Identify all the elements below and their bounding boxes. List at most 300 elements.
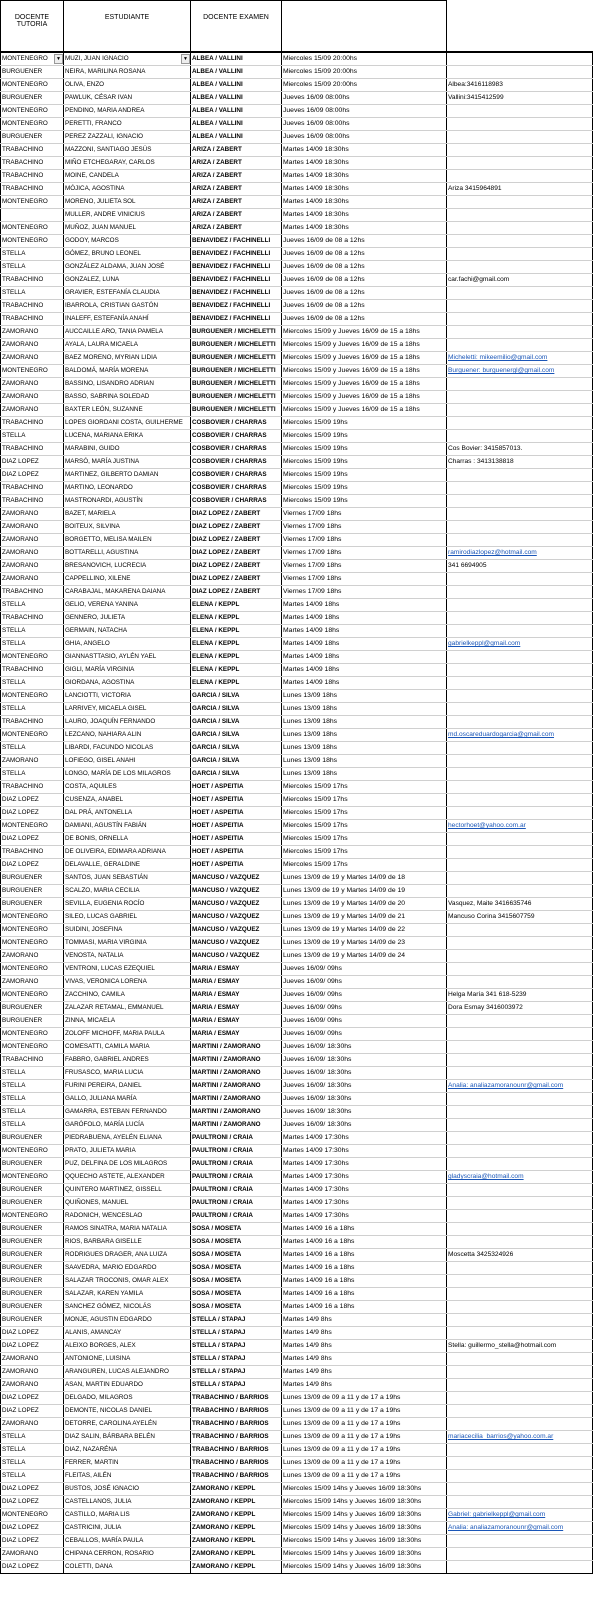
examiner-cell[interactable]: PAULTRONI / CRAIA [191, 1171, 282, 1184]
exam-date-cell[interactable]: Lunes 13/09 18hs [282, 742, 447, 755]
contact-cell[interactable] [447, 222, 593, 235]
examiner-cell[interactable]: COSBOVIER / CHARRAS [191, 430, 282, 443]
tutor-cell[interactable]: TRABACHINO [1, 274, 64, 287]
exam-date-cell[interactable]: Miercoles 15/09 17hs [282, 859, 447, 872]
exam-date-cell[interactable]: Lunes 13/09 de 09 a 11 y de 17 a 19hs [282, 1457, 447, 1470]
tutor-cell[interactable] [1, 209, 64, 222]
exam-date-cell[interactable]: Martes 14/09 18hs [282, 651, 447, 664]
exam-date-cell[interactable]: Martes 14/09 16 a 18hs [282, 1236, 447, 1249]
tutor-cell[interactable]: DIAZ LOPEZ [1, 1496, 64, 1509]
exam-date-cell[interactable]: Martes 14/09 17:30hs [282, 1184, 447, 1197]
contact-cell[interactable] [447, 248, 593, 261]
examiner-cell[interactable]: GARCIA / SILVA [191, 690, 282, 703]
student-cell[interactable]: IBARROLA, CRISTIAN GASTÓN [64, 300, 191, 313]
contact-cell[interactable]: ramirodiazlopez@hotmail.com [447, 547, 593, 560]
student-cell[interactable]: SANTOS, JUAN SEBASTIÁN [64, 872, 191, 885]
contact-cell[interactable] [447, 404, 593, 417]
student-cell[interactable]: ANTONIONE, LUISINA [64, 1353, 191, 1366]
student-cell[interactable]: DE BONIS, ORNELLA [64, 833, 191, 846]
tutor-cell[interactable]: BURGUENER [1, 1314, 64, 1327]
exam-date-cell[interactable]: Jueves 16/09 08:00hs [282, 105, 447, 118]
tutor-cell[interactable]: ZAMORANO [1, 326, 64, 339]
exam-date-cell[interactable]: Miercoles 15/09 14hs y Jueves 16/09 18:30hs [282, 1548, 447, 1561]
student-cell[interactable]: BAEZ MORENO, MYRIAN LIDIA [64, 352, 191, 365]
exam-date-cell[interactable]: Viernes 17/09 18hs [282, 508, 447, 521]
contact-cell[interactable] [447, 625, 593, 638]
tutor-cell[interactable]: ZAMORANO [1, 755, 64, 768]
contact-cell[interactable]: Moscetta 3425324926 [447, 1249, 593, 1262]
examiner-cell[interactable]: ELENA / KEPPL [191, 599, 282, 612]
exam-date-cell[interactable]: Lunes 13/09 18hs [282, 729, 447, 742]
exam-date-cell[interactable]: Martes 14/09 18:30hs [282, 157, 447, 170]
contact-cell[interactable] [447, 170, 593, 183]
contact-cell[interactable] [447, 924, 593, 937]
examiner-cell[interactable]: COSBOVIER / CHARRAS [191, 495, 282, 508]
examiner-cell[interactable]: HOET / ASPEITIA [191, 820, 282, 833]
examiner-cell[interactable]: MARIA / ESMAY [191, 976, 282, 989]
contact-cell[interactable] [447, 196, 593, 209]
student-cell[interactable]: BRESANOVICH, LUCRECIA [64, 560, 191, 573]
exam-date-cell[interactable]: Miercoles 15/09 20:00hs [282, 79, 447, 92]
contact-cell[interactable] [447, 391, 593, 404]
contact-cell[interactable] [447, 144, 593, 157]
student-cell[interactable]: DIAZ, NAZARÉNA [64, 1444, 191, 1457]
tutor-cell[interactable]: TRABACHINO [1, 313, 64, 326]
tutor-cell[interactable]: MONTENEGRO [1, 118, 64, 131]
contact-cell[interactable]: Albea:3416118983 [447, 79, 593, 92]
tutor-cell[interactable]: ZAMORANO [1, 352, 64, 365]
examiner-cell[interactable]: PAULTRONI / CRAIA [191, 1145, 282, 1158]
exam-date-cell[interactable]: Martes 14/9 8hs [282, 1327, 447, 1340]
contact-cell[interactable] [447, 742, 593, 755]
student-cell[interactable]: LOFIEGO, GISEL ANAHI [64, 755, 191, 768]
examiner-cell[interactable]: MANCUSO / VAZQUEZ [191, 872, 282, 885]
exam-date-cell[interactable]: Miercoles 15/09 14hs y Jueves 16/09 18:30hs [282, 1509, 447, 1522]
student-cell[interactable]: GHIA, ANGELO [64, 638, 191, 651]
contact-cell[interactable] [447, 1314, 593, 1327]
student-cell[interactable]: DAL PRÁ, ANTONELLA [64, 807, 191, 820]
examiner-cell[interactable]: BENAVIDEZ / FACHINELLI [191, 287, 282, 300]
contact-cell[interactable] [447, 1535, 593, 1548]
contact-cell[interactable] [447, 1288, 593, 1301]
exam-date-cell[interactable]: Lunes 13/09 de 09 a 11 y de 17 a 19hs [282, 1444, 447, 1457]
student-cell[interactable]: MARSÓ, MARÍA JUSTINA [64, 456, 191, 469]
contact-cell[interactable] [447, 807, 593, 820]
contact-cell[interactable]: Burguener: burguenergl@gmail.com [447, 365, 593, 378]
contact-cell[interactable] [447, 612, 593, 625]
contact-cell[interactable] [447, 651, 593, 664]
exam-date-cell[interactable]: Martes 14/9 8hs [282, 1314, 447, 1327]
tutor-cell[interactable]: STELLA [1, 1431, 64, 1444]
exam-date-cell[interactable]: Martes 14/09 17:30hs [282, 1145, 447, 1158]
exam-date-cell[interactable]: Lunes 13/09 de 09 a 11 y de 17 a 19hs [282, 1392, 447, 1405]
tutor-cell[interactable]: STELLA [1, 1067, 64, 1080]
exam-date-cell[interactable]: Lunes 13/09 de 19 y Martes 14/09 de 23 [282, 937, 447, 950]
tutor-cell[interactable]: BURGUENER [1, 1184, 64, 1197]
exam-date-cell[interactable]: Martes 14/09 16 a 18hs [282, 1249, 447, 1262]
exam-date-cell[interactable]: Miercoles 15/09 14hs y Jueves 16/09 18:30hs [282, 1535, 447, 1548]
student-cell[interactable]: NEIRA, MARILINA ROSANA [64, 66, 191, 79]
examiner-cell[interactable]: ZAMORANO / KEPPL [191, 1535, 282, 1548]
contact-cell[interactable] [447, 768, 593, 781]
exam-date-cell[interactable]: Miercoles 15/09 19hs [282, 443, 447, 456]
exam-date-cell[interactable]: Lunes 13/09 de 19 y Martes 14/09 de 18 [282, 872, 447, 885]
tutor-cell[interactable]: DIAZ LOPEZ [1, 1405, 64, 1418]
exam-date-cell[interactable]: Lunes 13/09 de 19 y Martes 14/09 de 20 [282, 898, 447, 911]
tutor-cell[interactable]: DIAZ LOPEZ [1, 469, 64, 482]
examiner-cell[interactable]: ZAMORANO / KEPPL [191, 1522, 282, 1535]
student-cell[interactable]: FERRER, MARTIN [64, 1457, 191, 1470]
examiner-cell[interactable]: MANCUSO / VAZQUEZ [191, 911, 282, 924]
exam-date-cell[interactable]: Martes 14/09 16 a 18hs [282, 1223, 447, 1236]
student-cell[interactable]: MÓJICA, AGOSTINA [64, 183, 191, 196]
tutor-cell[interactable]: MONTENEGRO [1, 1171, 64, 1184]
tutor-cell[interactable]: STELLA [1, 430, 64, 443]
exam-date-cell[interactable]: Martes 14/09 16 a 18hs [282, 1262, 447, 1275]
exam-date-cell[interactable]: Miercoles 15/09 17hs [282, 781, 447, 794]
exam-date-cell[interactable]: Viernes 17/09 18hs [282, 560, 447, 573]
student-cell[interactable]: SILEO, LUCAS GABRIEL [64, 911, 191, 924]
exam-date-cell[interactable]: Lunes 13/09 de 09 a 11 y de 17 a 19hs [282, 1431, 447, 1444]
student-cell[interactable]: PUZ, DELFINA DE LOS MILAGROS [64, 1158, 191, 1171]
contact-cell[interactable] [447, 1353, 593, 1366]
examiner-cell[interactable]: ALBEA / VALLINI [191, 92, 282, 105]
examiner-cell[interactable]: ARIZA / ZABERT [191, 209, 282, 222]
contact-cell[interactable]: md.oscareduardogarcia@gmail.com [447, 729, 593, 742]
tutor-cell[interactable]: MONTENEGRO [1, 1145, 64, 1158]
student-cell[interactable]: ARANGUREN, LUCAS ALEJANDRO [64, 1366, 191, 1379]
examiner-cell[interactable]: BENAVIDEZ / FACHINELLI [191, 274, 282, 287]
student-cell[interactable]: INALEFF, ESTEFANÍA ANAHÍ [64, 313, 191, 326]
examiner-cell[interactable]: MARIA / ESMAY [191, 989, 282, 1002]
examiner-cell[interactable]: ALBEA / VALLINI [191, 105, 282, 118]
tutor-cell[interactable]: TRABACHINO [1, 183, 64, 196]
contact-cell[interactable]: Cos Bovier: 3415857013. [447, 443, 593, 456]
examiner-cell[interactable]: ELENA / KEPPL [191, 625, 282, 638]
examiner-cell[interactable]: MARTINI / ZAMORANO [191, 1106, 282, 1119]
examiner-cell[interactable]: PAULTRONI / CRAIA [191, 1210, 282, 1223]
student-cell[interactable]: RODRIGUES DRAGER, ANA LUIZA [64, 1249, 191, 1262]
student-cell[interactable]: CASTELLANOS, JULIA [64, 1496, 191, 1509]
examiner-cell[interactable]: HOET / ASPEITIA [191, 859, 282, 872]
student-cell[interactable]: PERETTI, FRANCO [64, 118, 191, 131]
tutor-cell[interactable]: STELLA [1, 599, 64, 612]
examiner-cell[interactable]: ALBEA / VALLINI [191, 52, 282, 66]
examiner-cell[interactable]: DIAZ LOPEZ / ZABERT [191, 534, 282, 547]
contact-cell[interactable]: gabrielkeppl@gmail.com [447, 638, 593, 651]
student-cell[interactable]: MUÑOZ, JUAN MANUEL [64, 222, 191, 235]
contact-cell[interactable] [447, 261, 593, 274]
student-cell[interactable]: BAZET, MARIELA [64, 508, 191, 521]
exam-date-cell[interactable]: Martes 14/9 8hs [282, 1379, 447, 1392]
examiner-cell[interactable]: DIAZ LOPEZ / ZABERT [191, 560, 282, 573]
exam-date-cell[interactable]: Jueves 16/09/ 09hs [282, 989, 447, 1002]
header-contact[interactable] [447, 1, 593, 53]
student-cell[interactable]: MUZI, JUAN IGNACIO ▼ [64, 52, 191, 66]
exam-date-cell[interactable]: Miercoles 15/09 20:00hs [282, 66, 447, 79]
student-cell[interactable]: CARABAJAL, MAKARENA DAIANA [64, 586, 191, 599]
student-cell[interactable]: FRUSASCO, MARIA LUCIA [64, 1067, 191, 1080]
student-cell[interactable]: MOINE, CANDELA [64, 170, 191, 183]
contact-cell[interactable] [447, 1379, 593, 1392]
examiner-cell[interactable]: MARTINI / ZAMORANO [191, 1067, 282, 1080]
contact-cell[interactable] [447, 1210, 593, 1223]
examiner-cell[interactable]: MARTINI / ZAMORANO [191, 1041, 282, 1054]
examiner-cell[interactable]: HOET / ASPEITIA [191, 794, 282, 807]
student-cell[interactable]: DELAVALLE, GERALDINE [64, 859, 191, 872]
tutor-cell[interactable]: STELLA [1, 625, 64, 638]
contact-cell[interactable] [447, 52, 593, 66]
contact-cell[interactable] [447, 976, 593, 989]
student-cell[interactable]: LOPES GIORDANI COSTA, GUILHERME [64, 417, 191, 430]
tutor-cell[interactable]: MONTENEGRO [1, 989, 64, 1002]
contact-cell[interactable]: Ariza 3415964891 [447, 183, 593, 196]
examiner-cell[interactable]: TRABACHINO / BARRIOS [191, 1392, 282, 1405]
examiner-cell[interactable]: GARCIA / SILVA [191, 716, 282, 729]
tutor-cell[interactable]: MONTENEGRO ▼ [1, 52, 64, 66]
exam-date-cell[interactable]: Lunes 13/09 de 19 y Martes 14/09 de 22 [282, 924, 447, 937]
exam-date-cell[interactable]: Martes 14/09 18hs [282, 599, 447, 612]
student-cell[interactable]: MULLER, ANDRE VINICIUS [64, 209, 191, 222]
examiner-cell[interactable]: BENAVIDEZ / FACHINELLI [191, 248, 282, 261]
examiner-cell[interactable]: ZAMORANO / KEPPL [191, 1483, 282, 1496]
contact-cell[interactable] [447, 1041, 593, 1054]
tutor-cell[interactable]: DIAZ LOPEZ [1, 1327, 64, 1340]
exam-date-cell[interactable]: Miercoles 15/09 17hs [282, 794, 447, 807]
tutor-cell[interactable]: DIAZ LOPEZ [1, 833, 64, 846]
exam-date-cell[interactable]: Martes 14/09 18hs [282, 677, 447, 690]
contact-cell[interactable] [447, 1275, 593, 1288]
tutor-cell[interactable]: TRABACHINO [1, 144, 64, 157]
examiner-cell[interactable]: ARIZA / ZABERT [191, 183, 282, 196]
tutor-cell[interactable]: MONTENEGRO [1, 690, 64, 703]
tutor-cell[interactable]: TRABACHINO [1, 495, 64, 508]
exam-date-cell[interactable]: Viernes 17/09 18hs [282, 521, 447, 534]
student-cell[interactable]: SALAZAR TROCONIS, OMAR ALEX [64, 1275, 191, 1288]
student-cell[interactable]: DELGADO, MILAGROS [64, 1392, 191, 1405]
tutor-cell[interactable]: STELLA [1, 1470, 64, 1483]
examiner-cell[interactable]: BURGUENER / MICHELETTI [191, 404, 282, 417]
exam-date-cell[interactable]: Miercoles 15/09 19hs [282, 482, 447, 495]
examiner-cell[interactable]: SOSA / MOSETA [191, 1288, 282, 1301]
contact-cell[interactable] [447, 1015, 593, 1028]
contact-cell[interactable] [447, 313, 593, 326]
student-cell[interactable]: QUINTERO MARTINEZ, GISSELL [64, 1184, 191, 1197]
contact-cell[interactable]: car.fachi@gmail.com [447, 274, 593, 287]
exam-date-cell[interactable]: Jueves 16/09 de 08 a 12hs [282, 261, 447, 274]
student-cell[interactable]: TOMMASI, MARIA VIRGINIA [64, 937, 191, 950]
tutor-cell[interactable]: BURGUENER [1, 1301, 64, 1314]
student-cell[interactable]: SUIDINI, JOSEFINA [64, 924, 191, 937]
exam-date-cell[interactable]: Martes 14/09 18hs [282, 612, 447, 625]
examiner-cell[interactable]: ZAMORANO / KEPPL [191, 1509, 282, 1522]
exam-date-cell[interactable]: Martes 14/09 17:30hs [282, 1171, 447, 1184]
exam-date-cell[interactable]: Jueves 16/09/ 09hs [282, 1002, 447, 1015]
tutor-cell[interactable]: STELLA [1, 261, 64, 274]
exam-date-cell[interactable]: Jueves 16/09 de 08 a 12hs [282, 300, 447, 313]
exam-date-cell[interactable]: Jueves 16/09/ 18:30hs [282, 1106, 447, 1119]
tutor-cell[interactable]: BURGUENER [1, 1288, 64, 1301]
examiner-cell[interactable]: STELLA / STAPAJ [191, 1366, 282, 1379]
student-cell[interactable]: GONZÁLEZ ALDAMA, JUAN JOSÉ [64, 261, 191, 274]
contact-cell[interactable] [447, 417, 593, 430]
student-cell[interactable]: MAZZONI, SANTIAGO JESÚS [64, 144, 191, 157]
exam-date-cell[interactable]: Miercoles 15/09 19hs [282, 430, 447, 443]
exam-date-cell[interactable]: Martes 14/09 16 a 18hs [282, 1301, 447, 1314]
exam-date-cell[interactable]: Miercoles 15/09 19hs [282, 469, 447, 482]
tutor-cell[interactable]: DIAZ LOPEZ [1, 1340, 64, 1353]
student-cell[interactable]: SALAZAR, KAREN YAMILA [64, 1288, 191, 1301]
examiner-cell[interactable]: HOET / ASPEITIA [191, 833, 282, 846]
contact-cell[interactable] [447, 677, 593, 690]
exam-date-cell[interactable]: Martes 14/09 17:30hs [282, 1158, 447, 1171]
contact-cell[interactable]: 341 6694905 [447, 560, 593, 573]
examiner-cell[interactable]: ALBEA / VALLINI [191, 79, 282, 92]
tutor-cell[interactable]: TRABACHINO [1, 612, 64, 625]
contact-cell[interactable] [447, 378, 593, 391]
examiner-cell[interactable]: BURGUENER / MICHELETTI [191, 339, 282, 352]
student-cell[interactable]: CHIPANA CERRON, ROSARIO [64, 1548, 191, 1561]
tutor-cell[interactable]: BURGUENER [1, 1158, 64, 1171]
examiner-cell[interactable]: SOSA / MOSETA [191, 1249, 282, 1262]
student-cell[interactable]: SEVILLA, EUGENIA ROCÍO [64, 898, 191, 911]
student-cell[interactable]: BAXTER LEÓN, SUZANNE [64, 404, 191, 417]
examiner-cell[interactable]: STELLA / STAPAJ [191, 1327, 282, 1340]
contact-cell[interactable] [447, 1483, 593, 1496]
contact-cell[interactable]: Mancuso Corina 3415607759 [447, 911, 593, 924]
student-cell[interactable]: GIORDANA, AGOSTINA [64, 677, 191, 690]
exam-date-cell[interactable]: Miercoles 15/09 y Jueves 16/09 de 15 a 18hs [282, 378, 447, 391]
tutor-cell[interactable]: ZAMORANO [1, 404, 64, 417]
student-cell[interactable]: BALDOMÁ, MARÍA MORENA [64, 365, 191, 378]
tutor-cell[interactable]: TRABACHINO [1, 443, 64, 456]
contact-cell[interactable] [447, 1184, 593, 1197]
exam-date-cell[interactable]: Jueves 16/09/ 18:30hs [282, 1054, 447, 1067]
student-cell[interactable]: VENTRONI, LUCAS EZEQUIEL [64, 963, 191, 976]
contact-cell[interactable]: Micheletti: mikeemilio@gmail.com [447, 352, 593, 365]
contact-cell[interactable]: Analia: analiazamoranounr@gmail.com [447, 1522, 593, 1535]
examiner-cell[interactable]: GARCIA / SILVA [191, 755, 282, 768]
student-cell[interactable]: ZOLOFF MICHOFF, MARIA PAULA [64, 1028, 191, 1041]
student-cell[interactable]: FLEITAS, AILÉN [64, 1470, 191, 1483]
contact-cell[interactable] [447, 1327, 593, 1340]
examiner-cell[interactable]: ALBEA / VALLINI [191, 118, 282, 131]
examiner-cell[interactable]: MARIA / ESMAY [191, 1015, 282, 1028]
examiner-cell[interactable]: HOET / ASPEITIA [191, 781, 282, 794]
tutor-cell[interactable]: MONTENEGRO [1, 1041, 64, 1054]
exam-date-cell[interactable]: Martes 14/09 18hs [282, 638, 447, 651]
contact-cell[interactable] [447, 157, 593, 170]
examiner-cell[interactable]: ALBEA / VALLINI [191, 66, 282, 79]
tutor-cell[interactable]: MONTENEGRO [1, 222, 64, 235]
examiner-cell[interactable]: DIAZ LOPEZ / ZABERT [191, 547, 282, 560]
exam-date-cell[interactable]: Martes 14/09 18hs [282, 625, 447, 638]
student-cell[interactable]: CASTILLO, MARIA LIS [64, 1509, 191, 1522]
contact-cell[interactable]: Stella: guillermo_stella@hotmail.com [447, 1340, 593, 1353]
tutor-cell[interactable]: TRABACHINO [1, 664, 64, 677]
tutor-cell[interactable]: STELLA [1, 1093, 64, 1106]
tutor-cell[interactable]: STELLA [1, 1080, 64, 1093]
examiner-cell[interactable]: SOSA / MOSETA [191, 1223, 282, 1236]
examiner-cell[interactable]: MARTINI / ZAMORANO [191, 1093, 282, 1106]
student-cell[interactable]: CAPPELLINO, XILENE [64, 573, 191, 586]
tutor-cell[interactable]: BURGUENER [1, 1236, 64, 1249]
student-cell[interactable]: DE OLIVEIRA, EDIMARA ADRIANA [64, 846, 191, 859]
exam-date-cell[interactable]: Miercoles 15/09 19hs [282, 456, 447, 469]
tutor-cell[interactable]: ZAMORANO [1, 521, 64, 534]
student-cell[interactable]: MARABINI, GUIDO [64, 443, 191, 456]
contact-cell[interactable] [447, 469, 593, 482]
student-cell[interactable]: DIAZ SALIN, BÁRBARA BELÉN [64, 1431, 191, 1444]
tutor-cell[interactable]: MONTENEGRO [1, 235, 64, 248]
tutor-cell[interactable]: MONTENEGRO [1, 937, 64, 950]
tutor-cell[interactable]: BURGUENER [1, 1249, 64, 1262]
contact-cell[interactable] [447, 118, 593, 131]
contact-cell[interactable] [447, 703, 593, 716]
exam-date-cell[interactable]: Lunes 13/09 18hs [282, 716, 447, 729]
tutor-cell[interactable]: ZAMORANO [1, 976, 64, 989]
examiner-cell[interactable]: GARCIA / SILVA [191, 703, 282, 716]
contact-cell[interactable] [447, 105, 593, 118]
examiner-cell[interactable]: HOET / ASPEITIA [191, 807, 282, 820]
examiner-cell[interactable]: GARCIA / SILVA [191, 729, 282, 742]
student-cell[interactable]: ZINNA, MICAELA [64, 1015, 191, 1028]
student-cell[interactable]: MORENO, JULIETA SOL [64, 196, 191, 209]
tutor-cell[interactable]: TRABACHINO [1, 846, 64, 859]
contact-cell[interactable] [447, 235, 593, 248]
contact-cell[interactable] [447, 1145, 593, 1158]
tutor-cell[interactable]: BURGUENER [1, 1132, 64, 1145]
contact-cell[interactable] [447, 1197, 593, 1210]
student-cell[interactable]: LARRIVEY, MICAELA GISEL [64, 703, 191, 716]
exam-date-cell[interactable]: Martes 14/09 16 a 18hs [282, 1275, 447, 1288]
tutor-cell[interactable]: STELLA [1, 1119, 64, 1132]
exam-date-cell[interactable]: Miercoles 15/09 20:00hs [282, 52, 447, 66]
tutor-cell[interactable]: BURGUENER [1, 885, 64, 898]
examiner-cell[interactable]: MANCUSO / VAZQUEZ [191, 924, 282, 937]
tutor-cell[interactable]: DIAZ LOPEZ [1, 1392, 64, 1405]
student-cell[interactable]: ALANIS, AMANCAY [64, 1327, 191, 1340]
student-cell[interactable]: BOTTARELLI, AGUSTINA [64, 547, 191, 560]
examiner-cell[interactable]: DIAZ LOPEZ / ZABERT [191, 508, 282, 521]
examiner-cell[interactable]: ALBEA / VALLINI [191, 131, 282, 144]
tutor-cell[interactable]: MONTENEGRO [1, 651, 64, 664]
tutor-cell[interactable]: BURGUENER [1, 1223, 64, 1236]
student-cell[interactable]: GODOY, MARCOS [64, 235, 191, 248]
exam-date-cell[interactable]: Miercoles 15/09 17hs [282, 807, 447, 820]
tutor-cell[interactable]: DIAZ LOPEZ [1, 1535, 64, 1548]
contact-cell[interactable] [447, 430, 593, 443]
student-cell[interactable]: QUIÑONES, MANUEL [64, 1197, 191, 1210]
exam-date-cell[interactable]: Lunes 13/09 18hs [282, 755, 447, 768]
exam-date-cell[interactable]: Miercoles 15/09 14hs y Jueves 16/09 18:30hs [282, 1561, 447, 1574]
exam-date-cell[interactable]: Lunes 13/09 18hs [282, 690, 447, 703]
student-cell[interactable]: ASAN, MARTIN EDUARDO [64, 1379, 191, 1392]
examiner-cell[interactable]: BURGUENER / MICHELETTI [191, 378, 282, 391]
exam-date-cell[interactable]: Martes 14/09 17:30hs [282, 1197, 447, 1210]
student-cell[interactable]: VENOSTA, NATALIA [64, 950, 191, 963]
exam-date-cell[interactable]: Martes 14/09 18hs [282, 664, 447, 677]
student-cell[interactable]: GELIO, VERENA YANINA [64, 599, 191, 612]
contact-cell[interactable] [447, 1158, 593, 1171]
student-cell[interactable]: GAMARRA, ESTEBAN FERNANDO [64, 1106, 191, 1119]
examiner-cell[interactable]: TRABACHINO / BARRIOS [191, 1418, 282, 1431]
student-cell[interactable]: MONJE, AGUSTIN EDGARDO [64, 1314, 191, 1327]
contact-cell[interactable]: Dora Esmay 3416003972 [447, 1002, 593, 1015]
examiner-cell[interactable]: ELENA / KEPPL [191, 651, 282, 664]
contact-cell[interactable] [447, 209, 593, 222]
tutor-cell[interactable]: ZAMORANO [1, 573, 64, 586]
